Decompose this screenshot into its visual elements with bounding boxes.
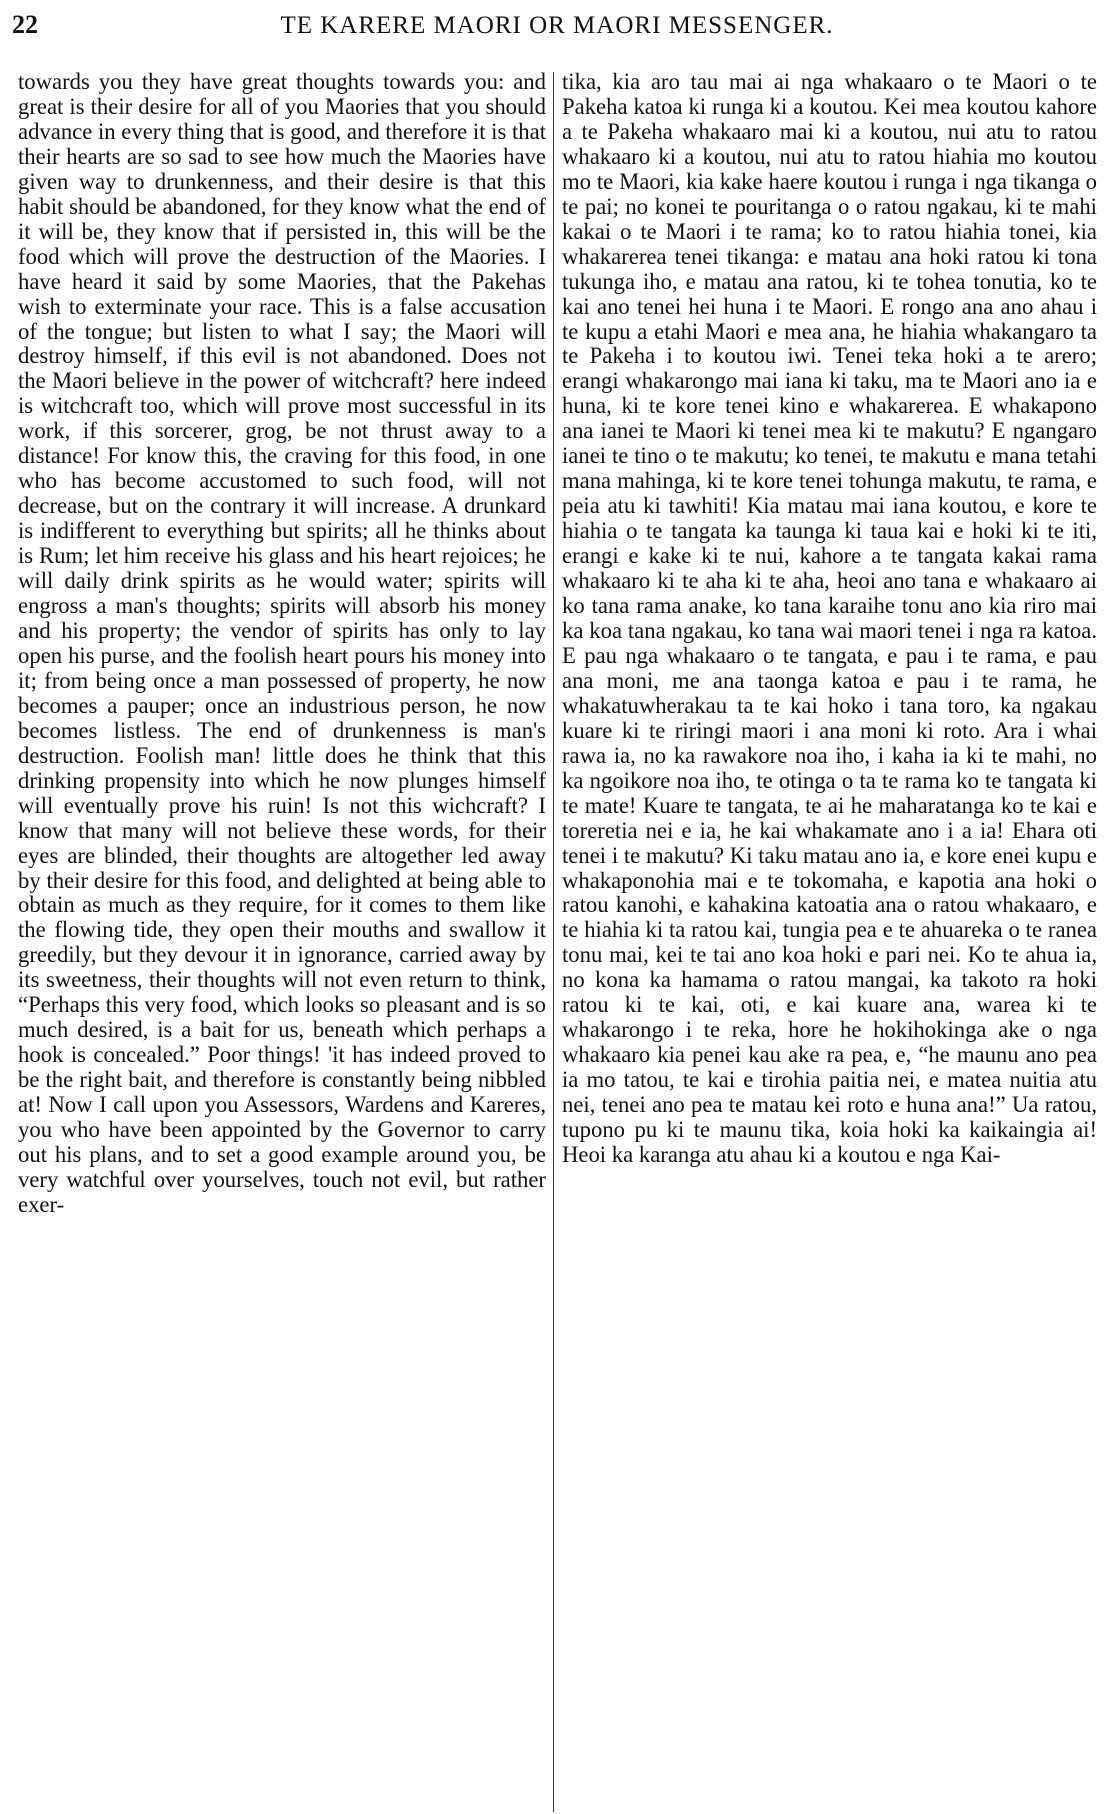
running-title: TE KARERE MAORI OR MAORI MESSENGER. (280, 12, 834, 39)
page-header (0, 0, 1114, 58)
english-text: towards you they have great thoughts towards you: and great is their desire for all of you Maories that you should advance in every thing that is good, and therefore it is that their hearts are so sad to see how much the Maories have given way to drunkenness, and their desire is that this habit should be abandoned, for they know what the end of it will be, they know that if persisted in, this will be the food which will prove the destruction of the Maories. I have heard it said by some Maories, that the Pakehas wish to exterminate your race. This is a false accusation of the tongue; but listen to what I say; the Maori will destroy himself, if this evil is not abandoned. Does not the Maori believe in the power of witchcraft? here indeed is witchcraft too, which will prove most successful in its work, if this sorcerer, grog, be not thrust away to a distance! For know this, the craving for this food, in one who has become accustomed to such food, will not decrease, but on the contrary it will increase. A drunkard is indifferent to everything but spirits; all he thinks about is Rum; let him receive his glass and his heart rejoices; he will daily drink spirits as he would water; spirits will engross a man's thoughts; spirits will absorb his money and his property; the vendor of spirits has only to lay open his purse, and the foolish heart pours his money into it; from being once a man possessed of property, he now becomes a pauper; once an industrious person, he now becomes listless. The end of drunkenness is man's destruction. Foolish man! little does he think that this drinking propensity into which he now plunges himself will eventually prove his ruin! Is not this wichcraft? I know that many will not believe these words, for their eyes are blinded, their thoughts are altogether led away by their desire for this food, and delighted at being able to obtain as much as they require, for it comes to them like the flowing tide, they open their mouths and swallow it greedily, but they devour it in ignorance, carried away by its sweetness, their thoughts will not even return to think, “Perhaps this very food, which looks so pleasant and is so much desired, is a bait for us, beneath which perhaps a hook is concealed.” Poor things! 'it has indeed proved to be the right bait, and therefore is constantly being nibbled at! Now I call upon you Assessors, Wardens and Kareres, you who have been appointed by the Governor to carry out his plans, and to set a good example around you, be very watchful over yourselves, touch not evil, but rather exer- (18, 70, 546, 1217)
english-column (18, 70, 546, 1810)
maori-text: tika, kia aro tau mai ai nga whakaaro o te Maori o te Pakeha katoa ki runga ki a koutou. Kei mea koutou kahore a te Pakeha whakaaro mai ki a koutou, nui atu to ratou whakaaro ki a koutou, nui atu to ratou hiahia mo koutou mo te Maori, kia kake haere koutou i runga i nga tikanga o te pai; no konei te pouritanga o o ratou ngakau, ki te mahi kakai o te Maori i te rama; ko to ratou hiahia tonei, kia whakarerea tenei tikanga: e matau ana hoki ratou ki tona tukunga iho, e matau ana ratou, ki te tohea tonutia, ko te kai ano tenei hei huna i te Maori. E rongo ana ano ahau i te kupu a etahi Maori e mea ana, he hiahia whakangaro ta te Pakeha i to koutou iwi. Tenei teka hoki a te arero; erangi whakarongo mai iana ki taku, ma te Maori ano ia e huna, ki te kore tenei kino e whakarerea. E whakapono ana ianei te Maori ki tenei mea ki te makutu? E ngangaro ianei te tino o te makutu; ko tenei, te makutu e mana tetahi mana mahinga, ki te kore tenei tohunga makutu, te rama, e peia atu ki tawhiti! Kia matau mai iana koutou, e kore te hiahia o te tangata ka taunga ki taua kai e hoki ki te iti, erangi e kake ki te nui, kahore a te tangata kakai rama whakaaro ki te aha ki te aha, heoi ano tana e whakaaro ai ko tana rama anake, ko tana karaihe tonu ano kia riro mai ka koa tana ngakau, ko tana wai maori tenei i nga ra katoa. E pau nga whakaaro o te tangata, e pau i te rama, e pau ana moni, me ana taonga katoa e pau i te rama, he whakatuwherakau ta te kai hoko i tana toro, ka ngakau kuare ki te riringi maori i ana moni ki roto. Ara i whai rawa ia, no ka rawakore noa iho, i kaha ia ki te mahi, no ka ngoikore noa iho, te otinga o ta te rama ko te tangata ki te mate! Kuare te tangata, te ai he maharatanga ko te kai e toreretia nei e ia, he kai whakamate ano i a ia! Ehara oti tenei i te makutu? Ki taku matau ano ia, e kore enei kupu e whakaponohia mai e te tokomaha, e kapotia ana hoki o ratou kanohi, e kahakina katoatia ana o ratou whakaaro, e te hiahia ki ta ratou kai, tungia pea e te ahuareka o te ranea tonu mai, kei te tai ano koa hoki e pari nei. Ko te ahua ia, no kona ka hamama o ratou mangai, ka takoto ra hoki ratou ki te kai, oti, e kai kuare ana, warea ki te whakarongo i te reka, hore he hokihokinga ake o nga whakaaro kia penei kau ake ra pea, e, “he maunu ano pea ia mo tatou, te kai e tirohia paitia nei, e matea nuitia atu nei, tenei ano pea te matau kei roto e huna ana!” Ua ratou, tupono pu ki te maunu tika, koia hoki ka kaikaingia ai! Heoi ka karanga atu ahau ki a koutou e nga Kai- (562, 70, 1097, 1167)
page-number: 22 (12, 10, 38, 39)
column-divider (553, 72, 554, 1812)
maori-column (562, 70, 1097, 1810)
